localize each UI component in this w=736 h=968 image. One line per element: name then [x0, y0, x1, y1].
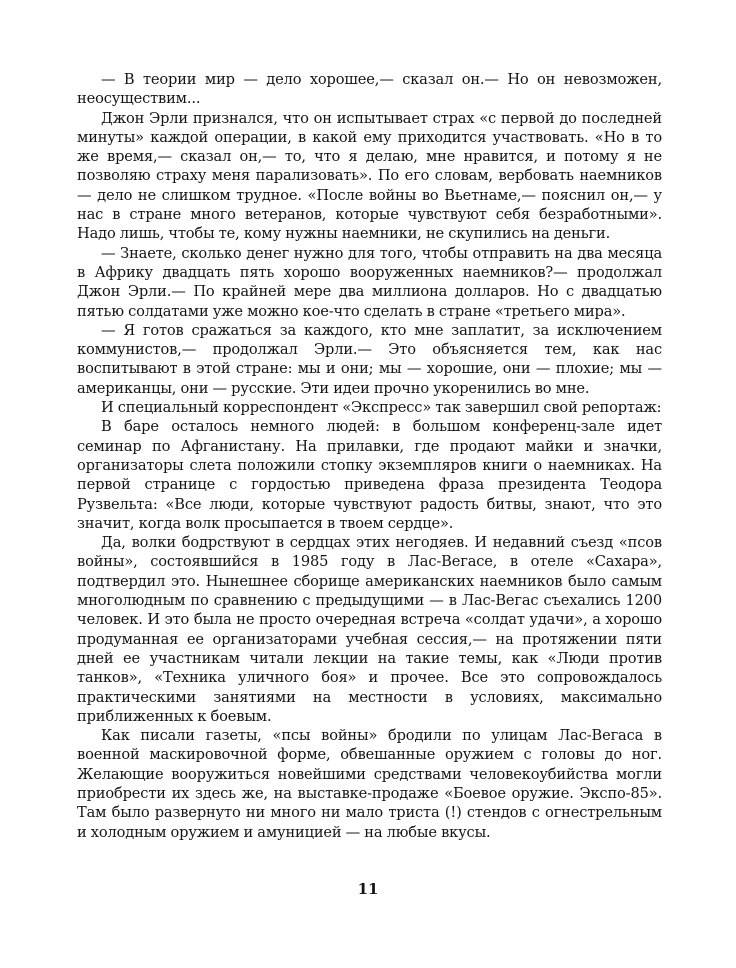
- paragraph: И специальный корреспондент «Экспресс» так завершил свой репортаж:: [101, 399, 662, 417]
- paragraph: — Знаете, сколько денег нужно для того, чтобы отправить на два месяца в Африку двадцать пять хорошо вооруженных наемников?— продолжал Джон Эрли.— По крайней мере два миллиона долларов. Но с двадцатью пятью солдатами уже можно кое-что сделать в стране «третьего мира».: [77, 244, 662, 320]
- paragraph: Да, волки бодрствуют в сердцах этих негодяев. И недавний съезд «псов войны», состоявшийся в 1985 году в Лас-Вегасе, в отеле «Сахара», подтвердил это. Нынешнее сборище американских наемников было самым многолюдным по сравнению с предыдущими — в Лас-Вегас съехались 1200 человек. И это была не просто очередная встреча «солдат удачи», а хорошо продуманная ее организаторами учебная сессия,— на протяжении пяти дней ее участникам читали лекции на такие темы, как «Люди против танков», «Техника уличного боя» и прочее. Все это сопровождалось практическими занятиями на местности в условиях, максимально приближенных к боевым.: [77, 534, 662, 725]
- page-number: 11: [357, 880, 379, 898]
- paragraph: Джон Эрли признался, что он испытывает страх «с первой до последней минуты» каждой операции, в какой ему приходится участвовать. «Но в то же время,— сказал он,— то, что я делаю, мне нравится, и потому я не позволяю страху меня парализовать». По его словам, вербовать наемников — дело не слишком трудное. «После войны во Вьетнаме,— пояснил он,— у нас в стране много ветеранов, которые чувствуют себя безработными». Надо лишь, чтобы те, кому нужны наемники, не скупились на деньги.: [77, 109, 662, 243]
- page-body: [77, 70, 662, 842]
- paragraph: Как писали газеты, «псы войны» бродили по улицам Лас-Вегаса в военной маскировочной форме, обвешанные оружием с головы до ног. Желающие вооружиться новейшими средствами человекоубийства могли приобрести их здесь же, на выставке-продаже «Боевое оружие. Экспо-85». Там было развернуто ни много ни мало триста (!) стендов с огнестрельным и холодным оружием и амуницией — на любые вкусы.: [77, 727, 662, 841]
- paragraph: — В теории мир — дело хорошее,— сказал он.— Но он невозможен, неосуществим...: [77, 71, 662, 108]
- paragraph: В баре осталось немного людей: в большом конференц-зале идет семинар по Афганистану. На прилавки, где продают майки и значки, организаторы слета положили стопку экземпляров книги о наемниках. На первой странице с гордостью приведена фраза президента Теодора Рузвельта: «Все люди, которые чувствуют радость битвы, знают, что это значит, когда волк просыпается в твоем сердце».: [77, 418, 662, 532]
- paragraph: — Я готов сражаться за каждого, кто мне заплатит, за исключением коммунистов,— продолжал Эрли.— Это объясняется тем, как нас воспитывают в этой стране: мы и они; мы — хорошие, они — плохие; мы — американцы, они — русские. Эти идеи прочно укоренились во мне.: [77, 321, 662, 397]
